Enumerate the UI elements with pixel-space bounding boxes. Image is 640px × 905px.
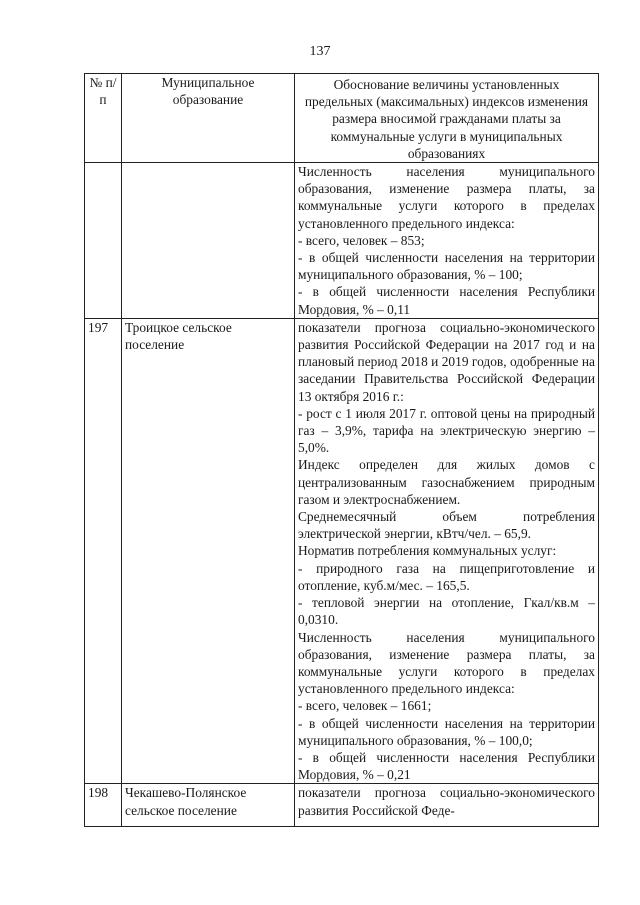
row-number: 197 — [85, 318, 122, 783]
header-justification: Обоснование величины установленных предельных (максимальных) индексов изменения размера вносимой гражданами платы за коммунальные услуги в муниципальных образованиях — [295, 74, 599, 163]
header-municipality: Муниципальное образование — [122, 74, 295, 163]
justification-line: Норматив потребления коммунальных услуг: — [298, 543, 557, 559]
justification-line: - в общей численности населения Республики Мордовия, % – 0,11 — [298, 284, 595, 317]
table-row — [85, 784, 599, 827]
justification-line: - природного газа на пищеприготовление и отопление, куб.м/мес. – 165,5. — [298, 560, 595, 593]
table-header-row — [85, 74, 599, 163]
row-municipality — [122, 163, 295, 319]
table-row — [85, 163, 599, 319]
row-municipality: Чекашево-Полянское сельское поселение — [122, 784, 295, 827]
indices-table — [84, 73, 599, 827]
justification-line: - в общей численности населения на территории муниципального образования, % – 100,0; — [298, 715, 595, 748]
justification-line: показатели прогноза социально-экономического развития Российской Феде- — [298, 785, 595, 818]
justification-line: Численность населения муниципального образования, изменение размера платы, за коммунальные услуги которого в пределах установленного предельного индекса: — [298, 629, 595, 697]
page-number: 137 — [309, 44, 331, 59]
row-municipality: Троицкое сельское поселение — [122, 318, 295, 783]
header-number: № п/п — [85, 74, 122, 163]
row-number — [85, 163, 122, 319]
justification-line: Индекс определен для жилых домов с централизованным газоснабжением природным газом и электроснабжением. — [298, 457, 595, 507]
justification-line: - тепловой энергии на отопление, Гкал/кв.м – 0,0310. — [298, 595, 595, 628]
row-number: 198 — [85, 784, 122, 827]
row-justification — [295, 784, 599, 827]
justification-line: показатели прогноза социально-экономического развития Российской Федерации на 2017 год и на плановый период 2018 и 2019 годов, одобренные на заседании Правительства Российской Федерации 13 октября 2016 г.: — [298, 319, 595, 404]
justification-line: - всего, человек – 1661; — [298, 698, 432, 714]
table-row — [85, 318, 599, 783]
justification-line: - в общей численности населения Республики Мордовия, % – 0,21 — [298, 749, 595, 783]
justification-line: Численность населения муниципального образования, изменение размера платы, за коммунальные услуги которого в пределах установленного предельного индекса: — [298, 164, 595, 231]
row-justification — [295, 318, 599, 783]
justification-line: - в общей численности населения на территории муниципального образования, % – 100; — [298, 250, 595, 283]
justification-line: Среднемесячный объем потребления электрической энергии, кВтч/чел. – 65,9. — [298, 509, 595, 542]
justification-line: - рост с 1 июля 2017 г. оптовой цены на природный газ – 3,9%, тарифа на электрическую энергию – 5,0%. — [298, 405, 595, 456]
justification-line: - всего, человек – 853; — [298, 232, 425, 248]
row-justification — [295, 163, 599, 319]
